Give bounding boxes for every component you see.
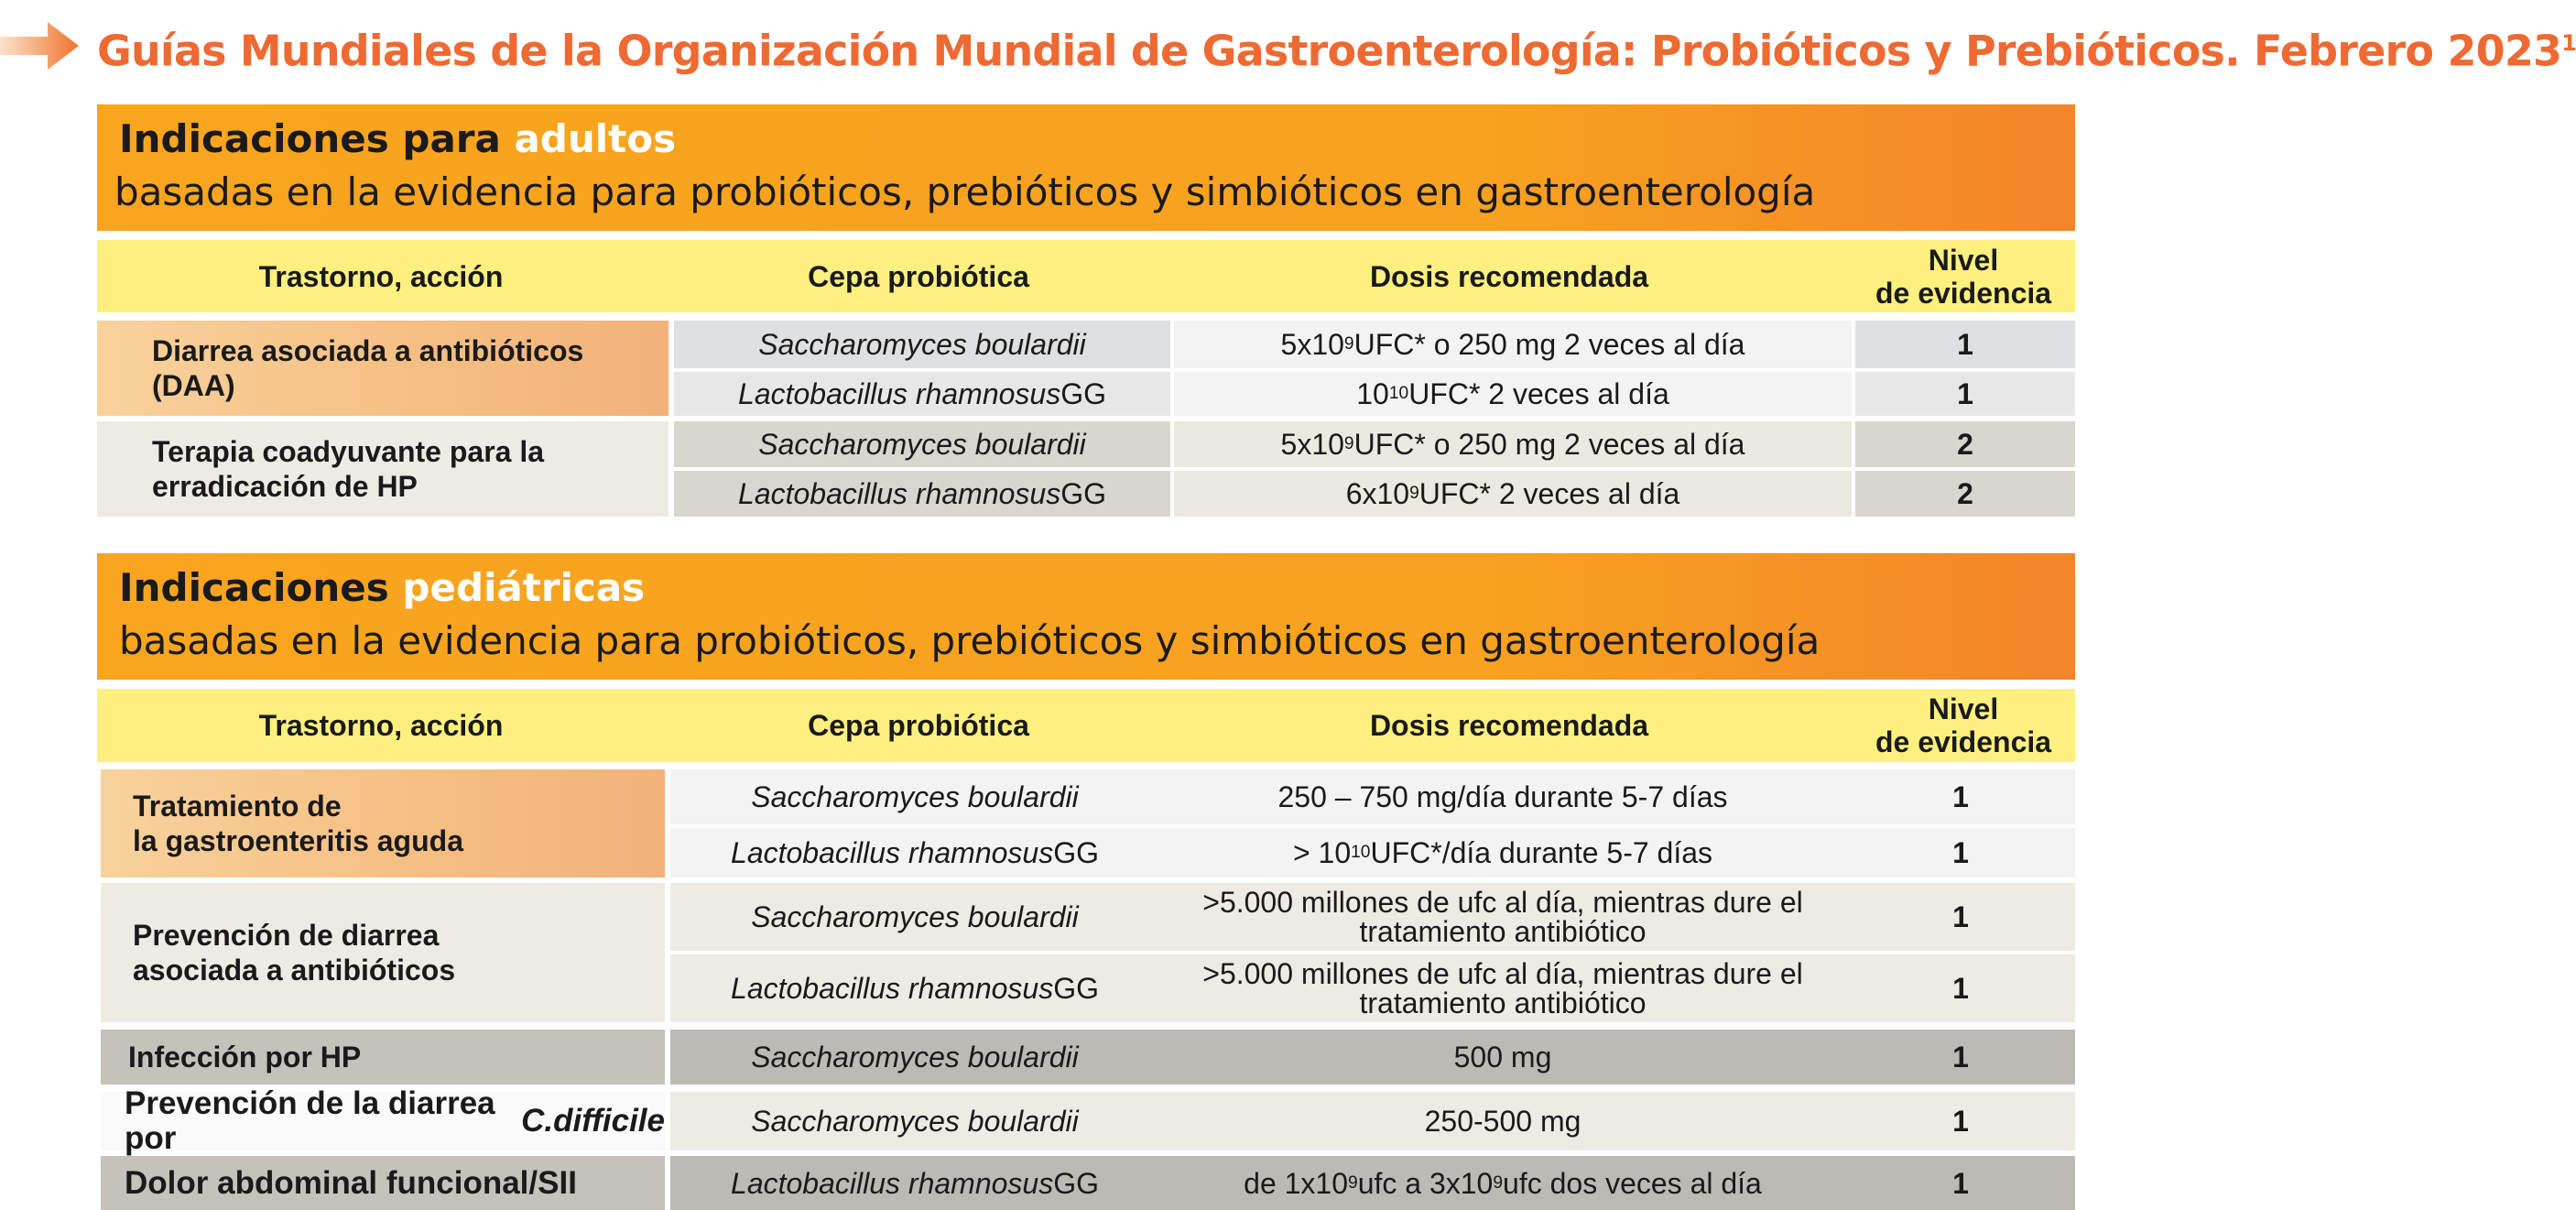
reference-marker: 1 <box>2561 30 2576 56</box>
col-header-dose: Dosis recomendada <box>1369 259 1649 293</box>
strain-cell: Lactobacillus rhamnosus GG <box>674 471 1170 517</box>
dose-cell: 5x10 9 UFC* o 250 mg 2 veces al día <box>1174 421 1852 467</box>
col-header-level: Nivel de evidencia <box>1875 243 2052 310</box>
strain-cell: Lactobacillus rhamnosus GG <box>670 954 1159 1022</box>
condition-cell: Infección por HP <box>101 1030 665 1085</box>
dose-cell: 6x10 9 UFC* 2 veces al día <box>1174 471 1852 517</box>
strain-cell: Saccharomyces boulardii <box>670 769 1159 824</box>
level-cell: 1 <box>1846 1156 2075 1210</box>
col-header-dose: Dosis recomendada <box>1369 709 1649 742</box>
adults-subheading: basadas en la evidencia para probióticos, prebióticos y simbióticos en gastroenterología <box>114 169 1816 214</box>
condition-cell: Dolor abdominal funcional/SII <box>101 1156 665 1210</box>
dose-cell: > 10 10 UFC*/día durante 5-7 días <box>1159 828 1846 878</box>
col-header-condition: Trastorno, acción <box>258 709 504 742</box>
dose-cell: 250-500 mg <box>1159 1092 1846 1150</box>
level-cell: 2 <box>1855 471 2075 517</box>
level-cell: 1 <box>1855 321 2075 368</box>
adults-heading: Indicaciones para adultos <box>119 116 677 161</box>
strain-cell: Saccharomyces boulardii <box>674 321 1170 368</box>
condition-cell: Diarrea asociada a antibióticos (DAA) <box>97 321 668 416</box>
strain-cell: Saccharomyces boulardii <box>670 883 1159 951</box>
dose-cell: 5x10 9 UFC* o 250 mg 2 veces al día <box>1174 321 1852 368</box>
dose-cell: 10 10 UFC* 2 veces al día <box>1174 372 1852 416</box>
arrow-icon <box>0 20 81 71</box>
condition-cell: Prevención de la diarrea por C.difficile <box>101 1092 665 1150</box>
level-cell: 1 <box>1846 769 2075 824</box>
strain-cell: Saccharomyces boulardii <box>674 421 1170 467</box>
level-cell: 1 <box>1846 1092 2075 1150</box>
strain-cell: Lactobacillus rhamnosus GG <box>674 372 1170 416</box>
strain-cell: Lactobacillus rhamnosus GG <box>670 1156 1159 1210</box>
pediatric-heading: Indicaciones pediátricas <box>119 565 646 610</box>
dose-cell: >5.000 millones de ufc al día, mientras dure el tratamiento antibiótico <box>1159 954 1846 1022</box>
condition-cell: Tratamiento de la gastroenteritis aguda <box>101 769 665 878</box>
condition-cell: Terapia coadyuvante para la erradicación de HP <box>97 421 668 517</box>
dose-cell: 250 – 750 mg/día durante 5-7 días <box>1159 769 1846 824</box>
level-cell: 1 <box>1846 883 2075 951</box>
strain-cell: Saccharomyces boulardii <box>670 1092 1159 1150</box>
pediatric-subheading: basadas en la evidencia para probióticos, prebióticos y simbióticos en gastroenterología <box>119 618 1821 663</box>
dose-cell: de 1x10 9 ufc a 3x10 9 ufc dos veces al día <box>1159 1156 1846 1210</box>
condition-cell: Prevención de diarrea asociada a antibióticos <box>101 883 665 1022</box>
col-header-strain: Cepa probiótica <box>808 259 1029 293</box>
col-header-condition: Trastorno, acción <box>258 259 504 293</box>
col-header-strain: Cepa probiótica <box>808 709 1029 742</box>
level-cell: 1 <box>1855 372 2075 416</box>
level-cell: 2 <box>1855 421 2075 467</box>
strain-cell: Lactobacillus rhamnosus GG <box>670 828 1159 878</box>
level-cell: 1 <box>1846 828 2075 878</box>
page-title: Guías Mundiales de la Organización Mundial de Gastroenterología: Probióticos y Prebióticos. Febrero 2023$^1$ <box>97 26 2576 76</box>
col-header-level: Nivel de evidencia <box>1875 692 2052 758</box>
dose-cell: 500 mg <box>1159 1030 1846 1085</box>
dose-cell: >5.000 millones de ufc al día, mientras dure el tratamiento antibiótico <box>1159 883 1846 951</box>
strain-cell: Saccharomyces boulardii <box>670 1030 1159 1085</box>
level-cell: 1 <box>1846 954 2075 1022</box>
level-cell: 1 <box>1846 1030 2075 1085</box>
